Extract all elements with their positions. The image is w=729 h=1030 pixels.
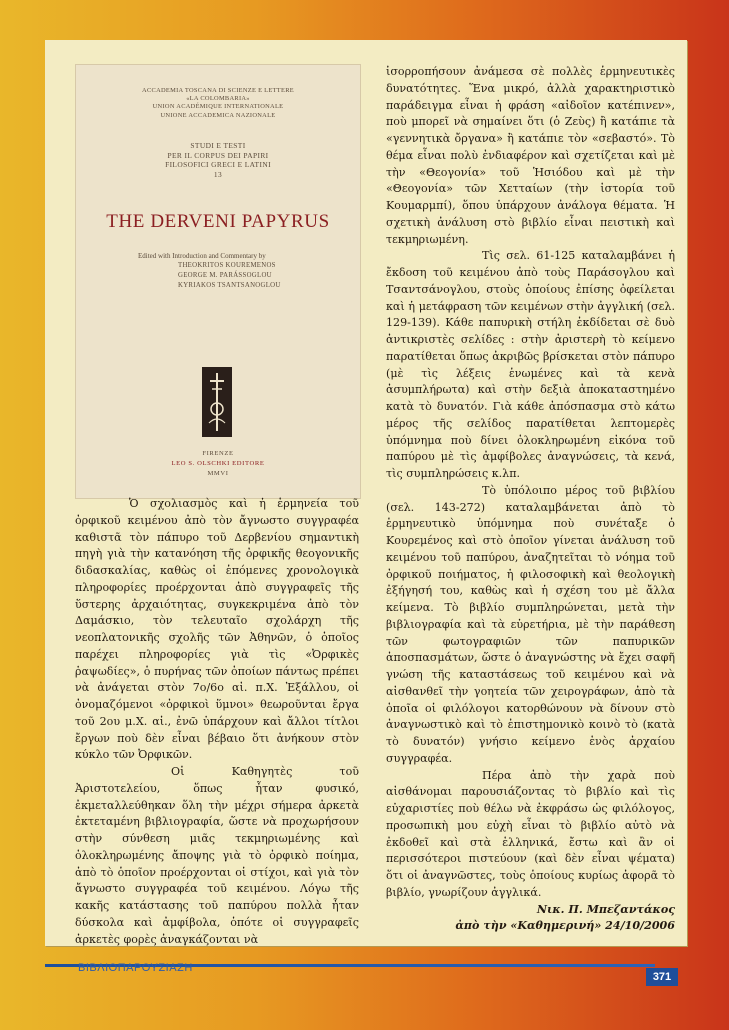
cover-publisher: FIRENZE LEO S. OLSCHKI EDITORE MMVI bbox=[171, 450, 265, 477]
paragraph: Τὸ ὑπόλοιπο μέρος τοῦ βιβλίου (σελ. 143-272) καταλαμβάνεται ἀπὸ τὸ ἑρμηνευτικὸ ὑπόμνημα ποὺ συνέταξε ὁ Κουρεμένος καὶ στὸ ὁποῖον γίνεται ἀνάλυση τοῦ κειμένου τοῦ παπύρου, ἀναζητεῖται τὸ νόημα τοῦ ὀρφικοῦ ποιήματος, ἡ φιλοσοφικὴ καὶ θεολογικὴ ἐξήγησή του, καθὼς καὶ ἡ σχέση του μὲ ἄλλα κείμενα. Τὸ βιβλίο συμπληρώνεται, μετὰ τὴν βιβλιογραφία καὶ τὰ εὑρετήρια, μὲ τὴν παράθεση τῶν φωτογραφιῶν τῶν παπυρικῶν ἀποσπασμάτων, ὥστε ὁ ἀναγνώστης νὰ ἔχει σαφῆ γνώση τῆς καταστάσεως τοῦ κειμένου καὶ νὰ αἰσθανθεῖ τὴν γοητεία τῶν χειρογράφων, ἀπὸ τὰ ὁποῖα οἱ φιλόλογοι κατορθώνουν νὰ δίνουν στὸ ἀναγνωστικὸ καὶ τὸ ἐπιστημονικὸ κοινὸ τὸ (κατὰ τὸ δυνατόν) γνήσιο κείμενο ἑνὸς ἀρχαίου συγγραφέα. bbox=[386, 483, 675, 765]
article-right-column bbox=[386, 64, 675, 935]
paragraph: Πέρα ἀπὸ τὴν χαρὰ ποὺ αἰσθάνομαι παρουσιάζοντας τὸ βιβλίο καὶ τὶς εὐχαριστίες ποὺ θέλω νὰ ἐκφράσω ὡς φιλόλογος, προσωπικὴ μου εὐχὴ εἶναι τὸ βιβλίο αὐτὸ νὰ ἐκδοθεῖ καὶ στὰ ἑλληνικά, ἔστω καὶ ἂν οἱ περισσότεροι πιστεύουν (καὶ δὲν εἶναι ψέματα) ὅτι οἱ ἀναγνῶστες, τοὺς ὁποίους κυρίως ἀφορᾶ τὸ βιβλίο, γνωρίζουν ἀγγλικά. bbox=[386, 768, 675, 899]
page-number: 371 bbox=[646, 968, 678, 986]
cover-editors: Edited with Introduction and Commentary by THEOKRITOS KOUREMENOS GEORGE M. PARÁSSOGLOU KYRIAKOS TSANTSANOGLOU bbox=[138, 252, 281, 289]
cover-institution: ACCADEMIA TOSCANA DI SCIENZE E LETTERE «LA COLOMBARIA» UNION ACADÉMIQUE INTERNATIONALE UNIONE ACCADEMICA NAZIONALE bbox=[142, 87, 294, 119]
cover-title: THE DERVENI PAPYRUS bbox=[106, 211, 330, 232]
signature-author: Νικ. Π. Μπεζαντάκος bbox=[536, 902, 675, 916]
signature-source: ἀπὸ τὴν «Καθημερινή» 24/10/2006 bbox=[455, 919, 675, 933]
olschki-cross-emblem-icon bbox=[202, 367, 232, 437]
section-label: ΒΙΒΛΙΟΠΑΡΟΥΣΙΑΣΗ bbox=[78, 962, 193, 974]
paragraph: Ὁ σχολιασμὸς καὶ ἡ ἑρμηνεία τοῦ ὀρφικοῦ κειμένου ἀπὸ τὸν ἄγνωστο συγγραφέα καθιστᾶ τὸν πάπυρο τοῦ Δερβενίου σημαντικὴ πηγὴ γιὰ τὴν κατανόηση τῆς ὀρφικῆς θεογονικῆς διδασκαλίας, καθὼς οἱ ἑπόμενες χρονολογικὰ πληροφορίες προέρχονται ἀπὸ συγγραφεῖς τῆς ὕστερης ἀρχαιότητας, συγκεκριμένα ἀπὸ τὸν Δαμάσκιο, τὸν τελευταῖο σχολάρχη τῆς νεοπλατονικῆς σχολῆς τῶν Ἀθηνῶν, ὁ ὁποῖος παρέχει πληροφορίες γιὰ τὶς «Ὀρφικὲς ῥαψωδίες», ὁ πυρήνας τῶν ὁποίων πάντως πρέπει νὰ ἀνάγεται στὸν 7ο/6ο αἰ. π.Χ. Ἐξάλλου, οἱ ὀνομαζόμενοι «ὀρφικοὶ ὕμνοι» θεωροῦνται ἔργα τοῦ 2ου μ.Χ. αἰ., ἐνῶ ὑπάρχουν καὶ ἄλλοι τίτλοι ἔργων ποὺ δὲν εἶναι βέβαιο ὅτι ἀνήκουν στὸν κύκλο τῶν Ὀρφικῶν. bbox=[75, 497, 359, 762]
article-left-column bbox=[75, 496, 359, 948]
article-panel bbox=[45, 40, 687, 946]
paragraph: Τὶς σελ. 61-125 καταλαμβάνει ἡ ἔκδοση τοῦ κειμένου ἀπὸ τοὺς Παράσογλου καὶ Τσαντσάνογλου, στοὺς ὁποίους ἐπίσης ὀφείλεται καὶ ἡ μετάφραση τῶν κειμένων στὴν ἀγγλική (σελ. 129-139). Κάθε παπυρικὴ στήλη ἐκδίδεται σὲ δυὸ ἀντικριστὲς σελίδες : στὴν ἀριστερὴ τὸ κείμενο παρατίθεται ὅπως ἀκριβῶς βρίσκεται στὸν πάπυρο (μὲ τὶς λέξεις ἑνωμένες καὶ τὰ κενὰ ἀσυμπλήρωτα) καὶ στὴν δεξιὰ ἀποκαταστημένο κατὰ τὸ δυνατόν. Γιὰ κάθε ἀπόσπασμα στὸ κάτω μέρος τῆς σελίδος παρατίθεται λεπτομερὲς ὑπόμνημα ποὺ δίνει ὁλοκληρωμένη εἰκόνα τοῦ παπύρου μὲ τὶς ἀμφίβολες ἀναγνώσεις, τὰ κενά, τὶς συμπληρώσεις κ.λπ. bbox=[386, 249, 675, 480]
cover-series: STUDI E TESTI PER IL CORPUS DEI PAPIRI FILOSOFICI GRECI E LATINI 13 bbox=[165, 141, 271, 179]
paragraph: ἰσορροπήσουν ἀνάμεσα σὲ πολλὲς ἑρμηνευτικὲς δυνατότητες. Ἕνα μικρό, ἀλλὰ χαρακτηριστικὸ παράδειγμα εἶναι ἡ φράση «αἰδοῖον κατέπινεν», ποὺ μπορεῖ νὰ σημαίνει ὅτι (ὁ Ζεὺς) ἢ κατάπιε τὰ «γεννητικὰ ὄργανα» ἢ κατάπιε τὸν «σεβαστό». Τὸ θέμα εἶναι πολὺ ἐνδιαφέρον καὶ σχετίζεται καὶ μὲ τὴν «Θεογονία» τοῦ Ἡσιόδου καὶ μὲ τὴν «Θεογονία» τῶν Χετταίων (τὴν ἱστορία τοῦ Κουμαρμπί), ὅπου ὑπάρχουν ἀνάλογα θέματα. Ἡ σχετικὴ ἀνάλυση στὸ βιβλίο εἶναι πειστικὴ καὶ τεκμηριωμένη. bbox=[386, 65, 675, 246]
book-cover bbox=[75, 64, 361, 499]
paragraph: Οἱ Καθηγητὲς τοῦ Ἀριστοτελείου, ὅπως ἦταν φυσικό, ἐκμεταλλεύθηκαν ὅλη τὴν μέχρι σήμερα ἀρκετὰ ἐκτεταμένη βιβλιογραφία, ὥστε νὰ προχωρήσουν στὴν σύνθεση μιᾶς τεκμηριωμένης καὶ ὁλοκληρωμένης ἄποψης γιὰ τὸ ὀρφικὸ ποίημα, ἀπὸ τὸ ὁποῖον προέρχονται οἱ στίχοι, καὶ γιὰ τὸν ἄγνωστο συγγραφέα τοῦ κειμένου. Λόγω τῆς κακῆς κατάστασης τοῦ παπύρου πολλὰ ἦταν δύσκολα καὶ ἀμφίβολα, ὁπότε οἱ συγγραφεῖς ἀρκετὲς φορὲς ἀναγκάζονται νὰ bbox=[75, 765, 359, 946]
